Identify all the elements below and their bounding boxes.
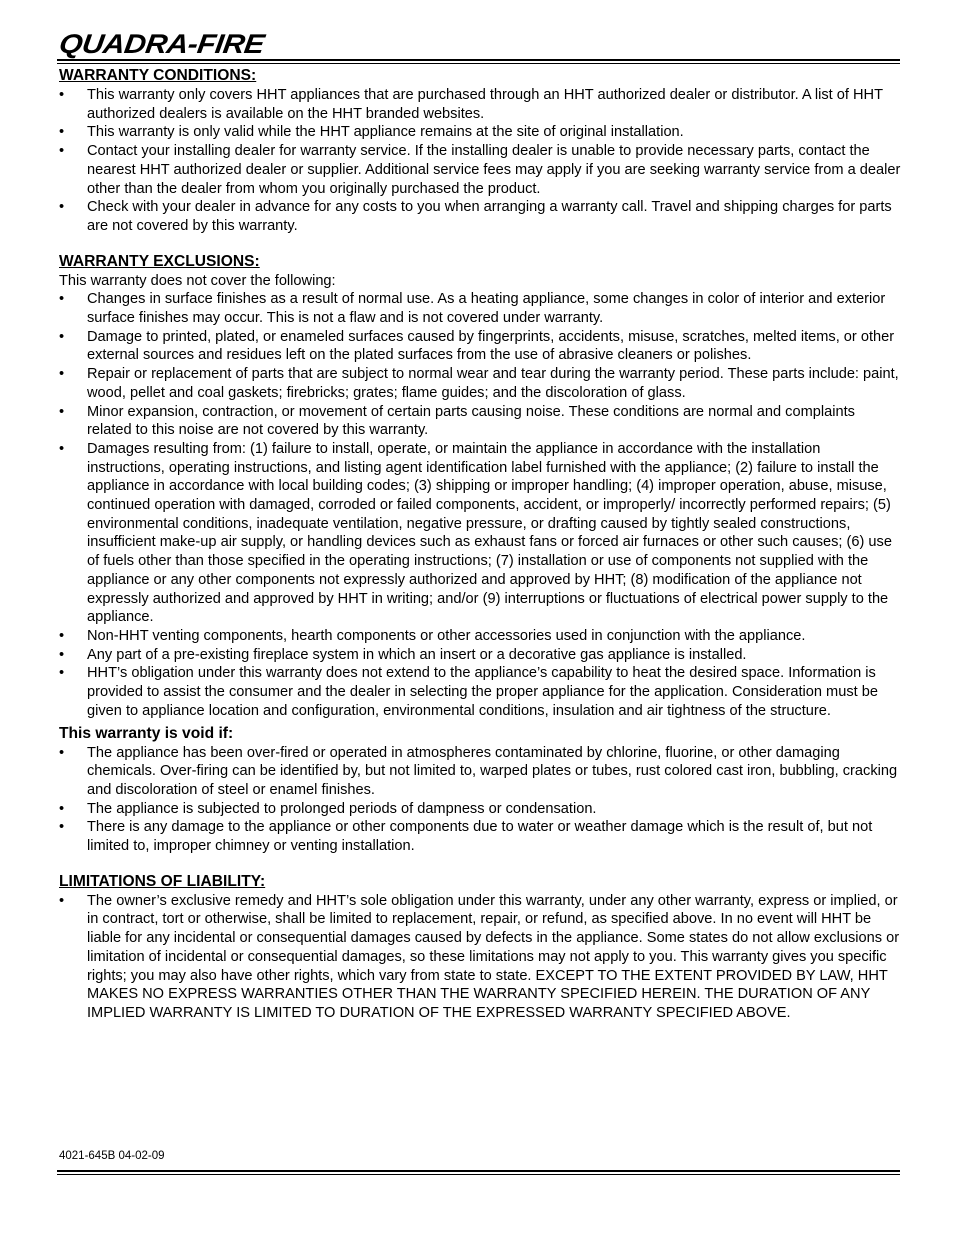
- list-item: [59, 800, 902, 819]
- bullet: •: [59, 143, 65, 160]
- exclusions-list: [59, 290, 902, 720]
- list-item: [59, 818, 902, 855]
- list-item-text: Non-HHT venting components, hearth components or other accessories used in conjunction with the appliance.: [87, 627, 806, 644]
- list-item-text: This warranty is only valid while the HHT appliance remains at the site of original installation.: [87, 124, 684, 141]
- warranty-conditions-section: [59, 66, 902, 236]
- bullet: •: [59, 800, 65, 817]
- list-item: [59, 198, 902, 235]
- bullet: •: [59, 403, 65, 420]
- warranty-content: [59, 66, 902, 1023]
- section-heading: WARRANTY EXCLUSIONS:: [59, 252, 260, 270]
- list-item: [59, 86, 902, 123]
- list-item-text: Check with your dealer in advance for any costs to you when arranging a warranty call. Travel and shipping charges for parts are not covered by this warranty.: [87, 199, 892, 234]
- list-item-text: The appliance has been over-fired or operated in atmospheres contaminated by chlorine, fluorine, or other damaging chemicals. Over-firing can be identified by, but not limited to, warped plates or tubes, rust colored cast iron, bubbling, cracking and discoloration of steel or enamel finishes.: [87, 744, 898, 798]
- conditions-list: [59, 86, 902, 236]
- list-item-text: This warranty only covers HHT appliances that are purchased through an HHT authorized dealer or distributor. A list of HHT authorized dealers is available on the HHT branded websites.: [87, 87, 883, 122]
- bullet: •: [59, 87, 65, 103]
- list-item-text: HHT’s obligation under this warranty does not extend to the appliance’s capability to heat the desired space. Information is provided to assist the consumer and the dealer in selecting the proper appliance for the application. Consideration must be given to appliance location and configuration, environmental conditions, insulation and air tightness of the structure.: [87, 665, 878, 719]
- list-item-text: Damage to printed, plated, or enameled surfaces caused by fingerprints, accidents, misuse, scratches, melted items, or other external sources and residues left on the plated surfaces from the use of abrasive cleaners or polishes.: [87, 328, 895, 364]
- list-item: [59, 290, 902, 327]
- list-item-text: There is any damage to the appliance or other components due to water or weather damage which is the result of, but not limited to, improper chimney or venting installation.: [87, 819, 873, 855]
- footer-rule-thin: [57, 1174, 900, 1175]
- list-item-text: Repair or replacement of parts that are subject to normal wear and tear during the warranty period. These parts include: paint, wood, pellet and coal gaskets; firebricks; grates; flame guides; and the discoloration of glass.: [87, 366, 899, 401]
- list-item: [59, 627, 902, 646]
- list-item: [59, 664, 902, 720]
- warranty-void-section: [59, 724, 902, 856]
- bullet: •: [59, 744, 65, 761]
- bullet: •: [59, 124, 65, 141]
- list-item: [59, 123, 902, 142]
- list-item-text: The appliance is subjected to prolonged periods of dampness or condensation.: [87, 800, 597, 817]
- bullet: •: [59, 291, 65, 308]
- list-item-text: The owner’s exclusive remedy and HHT’s sole obligation under this warranty, under any other warranty, express or implied, or in contract, tort or otherwise, shall be limited to replacement, repair, or refund, as specified above. In no event will HHT be liable for any incidental or consequential damages caused by defects in the appliance. Some states do not allow exclusions or limitation of incidental or consequential damages, so these limitations may not apply to you. This warranty gives you specific rights; you may also have other rights, which vary from state to state. EXCEPT TO THE EXTENT PROVIDED BY LAW, HHT MAKES NO EXPRESS WARRANTIES OTHER THAN THE WARRANTY SPECIFIED HEREIN. THE DURATION OF ANY IMPLIED WARRANTY IS LIMITED TO DURATION OF THE EXPRESSED WARRANTY SPECIFIED ABOVE.: [87, 892, 900, 1021]
- footer-rule: [57, 1170, 900, 1172]
- bullet: •: [59, 646, 65, 663]
- bullet: •: [59, 892, 65, 909]
- section-heading: LIMITATIONS OF LIABILITY:: [59, 872, 266, 890]
- list-item: [59, 365, 902, 402]
- header-rule: [57, 59, 900, 61]
- bullet: •: [59, 819, 65, 836]
- document-code: 4021-645B 04-02-09: [59, 1150, 165, 1162]
- warranty-exclusions-section: [59, 252, 902, 721]
- bullet: •: [59, 366, 65, 383]
- spacer: [59, 856, 902, 872]
- list-item-text: Minor expansion, contraction, or movement of certain parts causing noise. These conditions are normal and complaints related to this noise are not covered by this warranty.: [87, 403, 855, 439]
- bullet: •: [59, 328, 65, 345]
- list-item: [59, 440, 902, 627]
- list-item: [59, 328, 902, 365]
- list-item-text: Changes in surface finishes as a result of normal use. As a heating appliance, some changes in color of interior and exterior surface finishes may occur. This is not a flaw and is not covered under warranty.: [87, 291, 886, 327]
- list-item: [59, 646, 902, 665]
- list-item-text: Contact your installing dealer for warranty service. If the installing dealer is unable to provide necessary parts, contact the nearest HHT authorized dealer or supplier. Additional service fees may apply if you are seeking warranty service from a dealer other than the dealer from whom you originally purchased the product.: [87, 143, 901, 197]
- liability-list: [59, 892, 902, 1023]
- quadra-fire-logo: QUADRA-FIRE: [57, 29, 266, 60]
- list-item: [59, 892, 902, 1023]
- list-item: [59, 403, 902, 440]
- void-list: [59, 744, 902, 856]
- list-item: [59, 142, 902, 198]
- limitations-of-liability-section: [59, 872, 902, 1023]
- list-item-text: Damages resulting from: (1) failure to install, operate, or maintain the appliance in accordance with the installation instructions, operating instructions, and listing agent identification label furnished with the appliance; (2) failure to install the appliance in accordance with local building codes; (3) shipping or improper handling; (4) improper operation, abuse, misuse, continued operation with damaged, corroded or failed components, accident, or improperly/ incorrectly performed repairs; (5) environmental conditions, inadequate ventilation, negative pressure, or drafting caused by tightly sealed constructions, insufficient make-up air supply, or handling devices such as exhaust fans or forced air furnaces or other such causes; (6) use of fuels other than those specified in the operating instructions; (7) installation or use of components not supplied with the appliance or any other components not expressly authorized and approved by HHT; (8) modification of the appliance not expressly authorized and approved by HHT in writing; and/or (9) interruptions or fluctuations of electrical power supply to the appliance.: [87, 440, 892, 626]
- section-intro: This warranty does not cover the following:: [59, 272, 336, 289]
- bullet: •: [59, 440, 65, 457]
- list-item-text: Any part of a pre-existing fireplace system in which an insert or a decorative gas appliance is installed.: [87, 646, 747, 663]
- section-heading: WARRANTY CONDITIONS:: [59, 67, 257, 84]
- list-item: [59, 744, 902, 800]
- section-heading: This warranty is void if:: [59, 724, 234, 742]
- spacer: [59, 236, 902, 252]
- header-rule-thin: [57, 63, 900, 64]
- bullet: •: [59, 199, 65, 216]
- bullet: •: [59, 627, 65, 644]
- bullet: •: [59, 665, 65, 682]
